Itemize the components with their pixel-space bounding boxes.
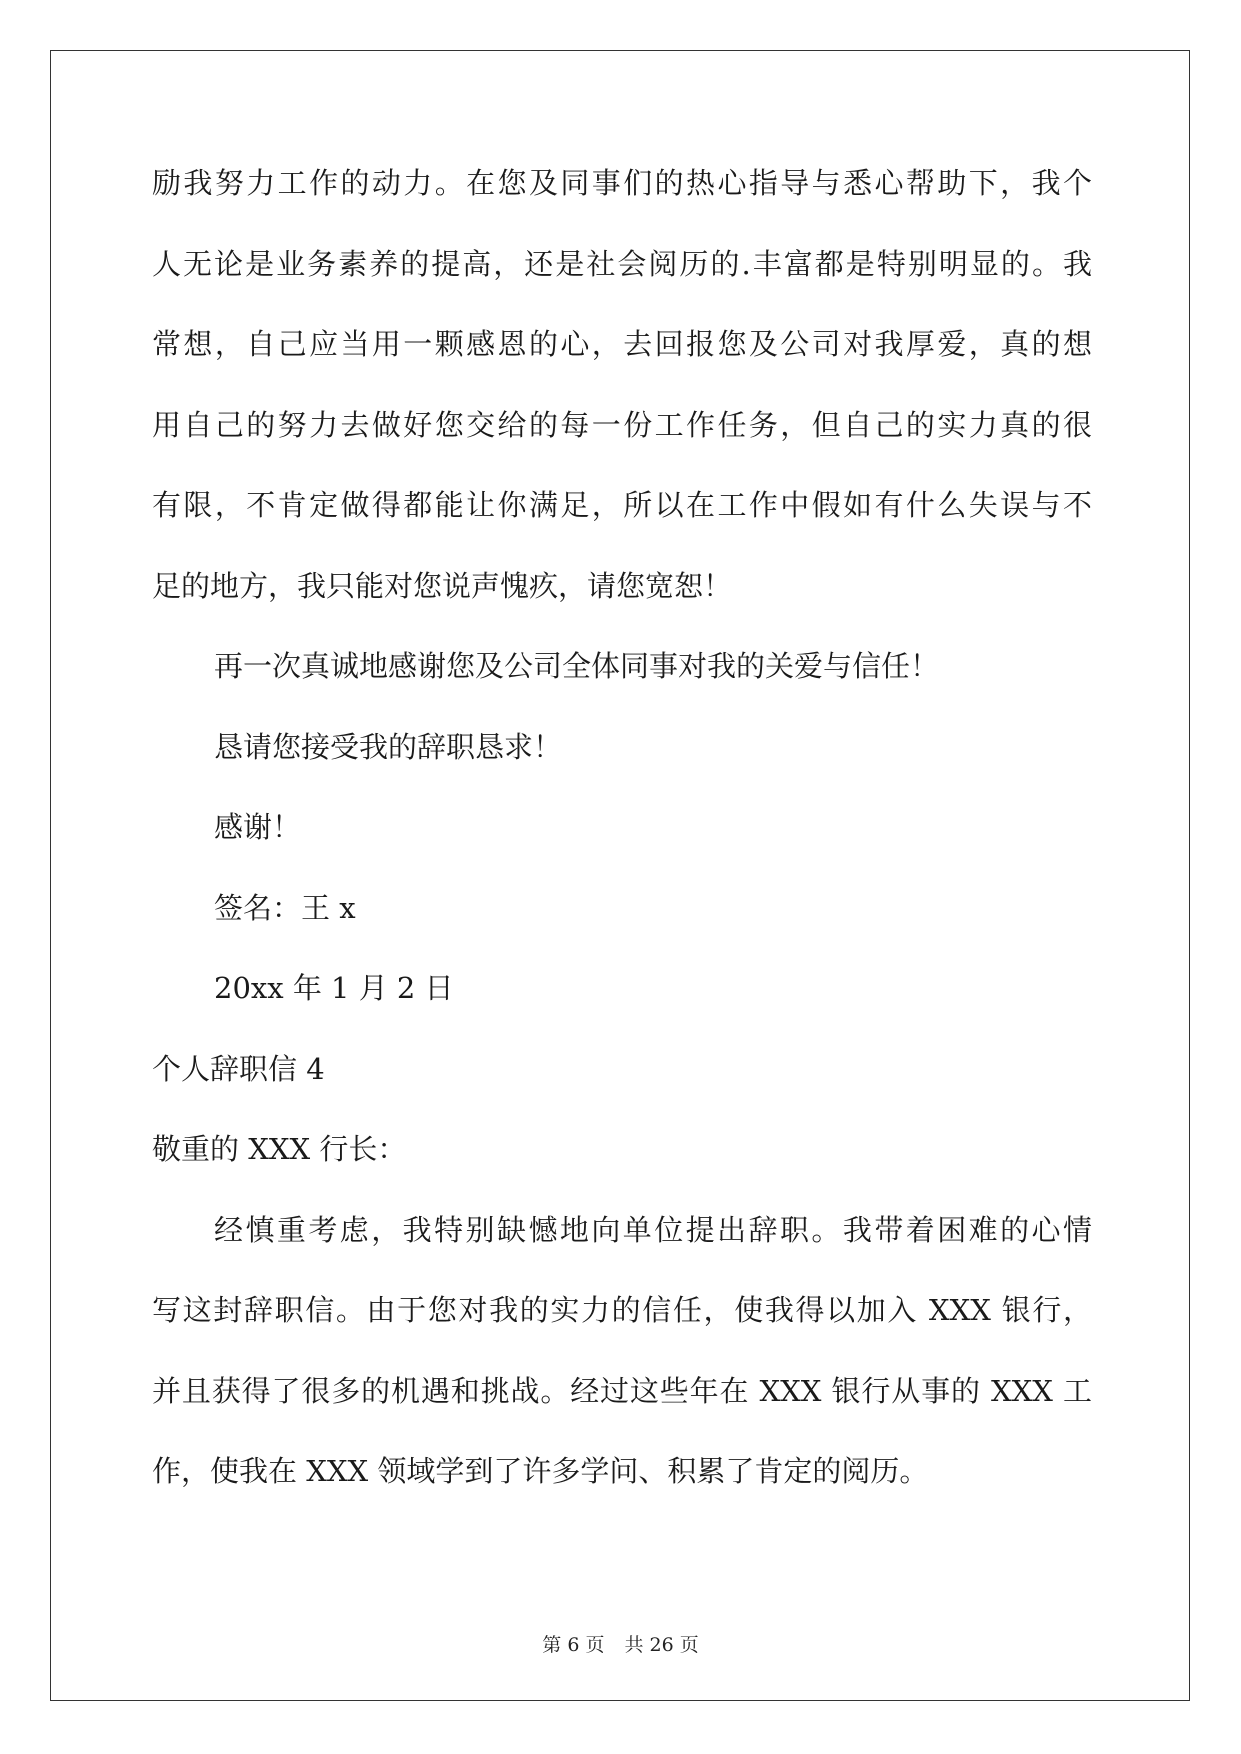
text-line: 人无论是业务素养的提高，还是社会阅历的.丰富都是特别明显的。我 [152, 246, 1092, 281]
document-body [152, 150, 1092, 1519]
text-line: 写这封辞职信。由于您对我的实力的信任，使我得以加入 XXX 银行， [152, 1293, 1092, 1327]
text-line: 足的地方，我只能对您说声愧疚，请您宽恕！ [152, 568, 733, 603]
signature-line: 签名：王 x [214, 890, 356, 925]
date-line: 20xx 年 1 月 2 日 [214, 971, 454, 1005]
closing-line: 感谢！ [214, 810, 302, 844]
section-title: 个人辞职信 4 [152, 1051, 325, 1086]
page-number: 第 6 页 [542, 1634, 605, 1656]
text-line: 并且获得了很多的机遇和挑战。经过这些年在 XXX 银行从事的 XXX 工 [152, 1373, 1092, 1408]
text-line: 励我努力工作的动力。在您及同事们的热心指导与悉心帮助下，我个 [152, 166, 1092, 200]
salutation: 敬重的 XXX 行长： [152, 1132, 407, 1166]
thanks-again-line: 再一次真诚地感谢您及公司全体同事对我的关爱与信任！ [214, 649, 940, 683]
text-line: 用自己的努力去做好您交给的每一份工作任务，但自己的实力真的很 [152, 407, 1092, 442]
text-line: 常想，自己应当用一颗感恩的心，去回报您及公司对我厚爱，真的想 [152, 327, 1092, 361]
text-line: 作，使我在 XXX 领域学到了许多学问、积累了肯定的阅历。 [152, 1454, 929, 1488]
request-line: 恳请您接受我的辞职恳求！ [214, 729, 563, 764]
text-line: 有限，不肯定做得都能让你满足，所以在工作中假如有什么失误与不 [152, 488, 1092, 522]
text-line: 经慎重考虑，我特别缺憾地向单位提出辞职。我带着困难的心情 [214, 1212, 1092, 1247]
page-total: 共 26 页 [624, 1634, 699, 1656]
page-footer [0, 1630, 1241, 1657]
